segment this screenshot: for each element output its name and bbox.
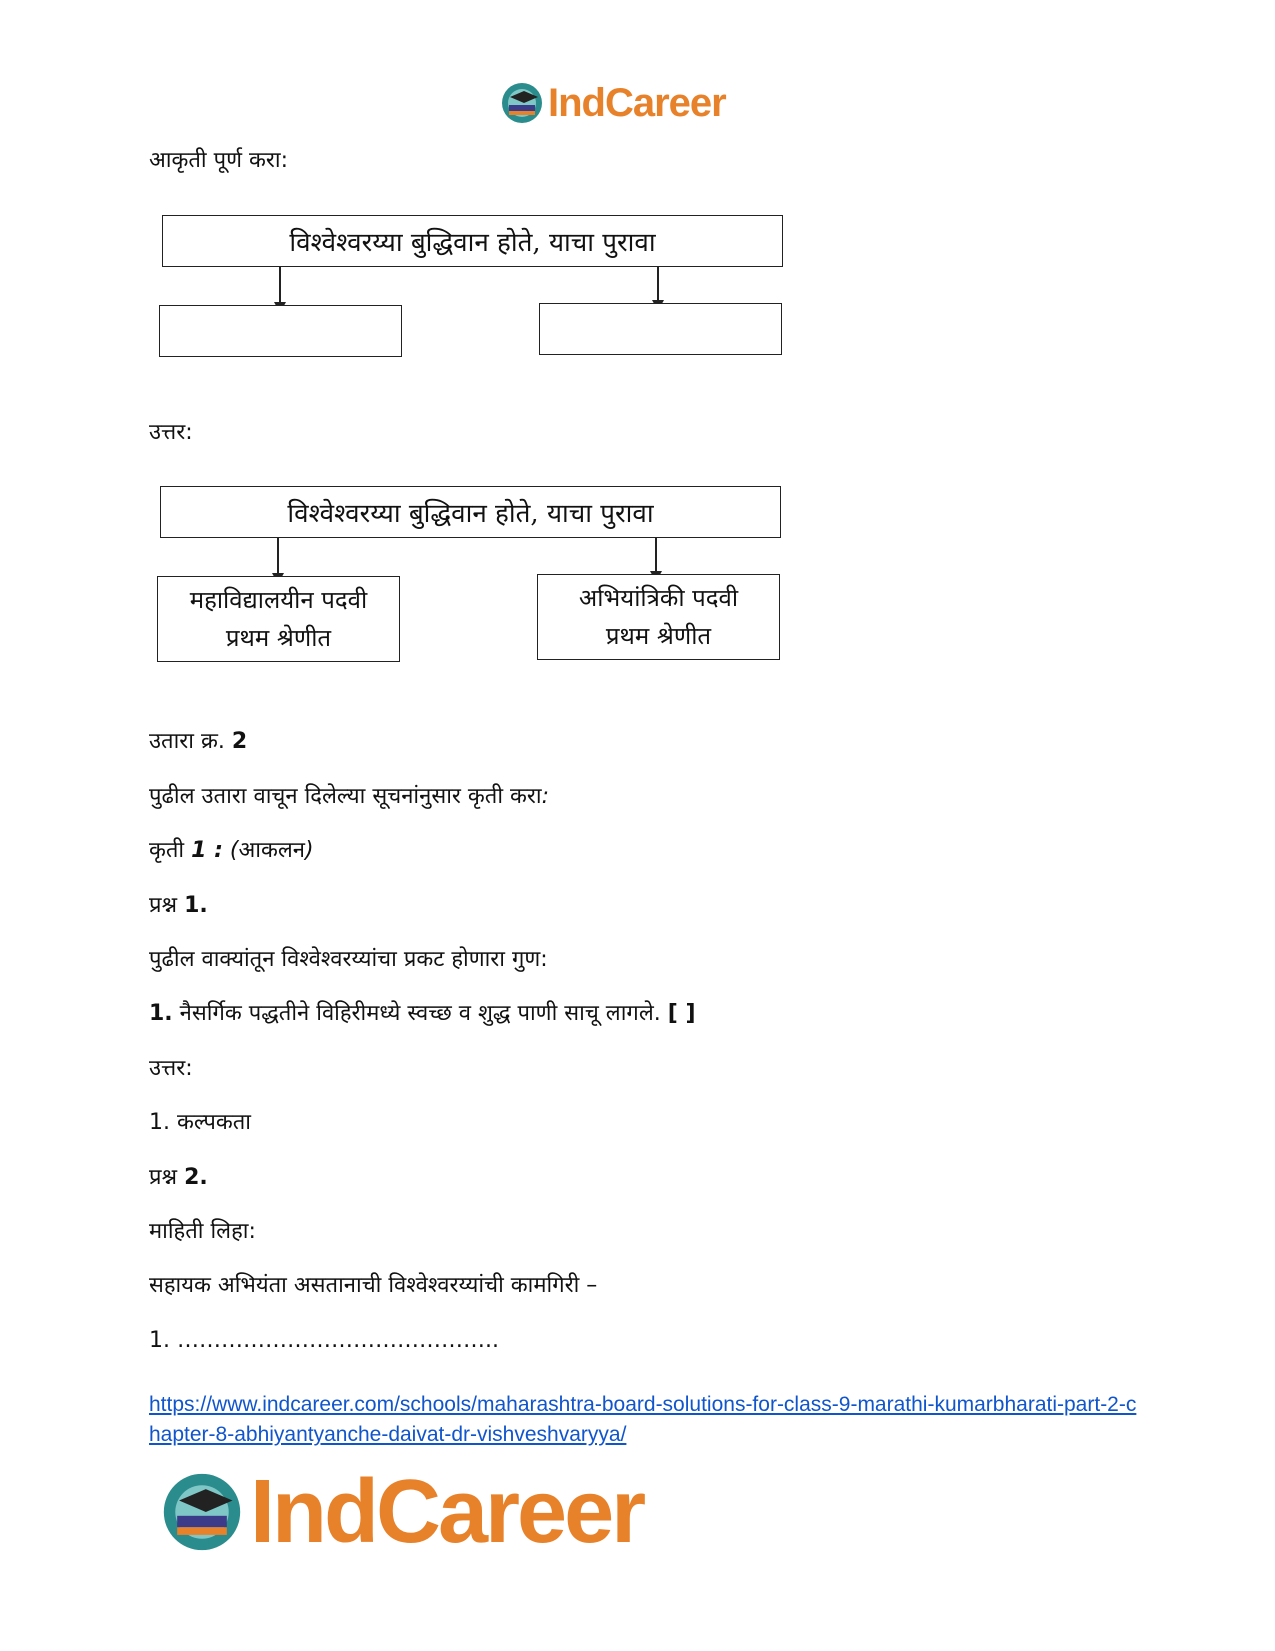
arrow-down-icon (279, 267, 281, 303)
task-paren-open: ( (229, 838, 239, 863)
answer-box-left (157, 576, 400, 662)
question-2-text: माहिती लिहा: (149, 1219, 256, 1244)
blank-answer-box-left (159, 305, 402, 357)
question-2-prefix: प्रश्न (149, 1165, 178, 1190)
answer-box-right (537, 574, 780, 660)
question-2-number: 2. (184, 1165, 208, 1190)
answer-box-right-line-2: प्रथम श्रेणीत (605, 622, 712, 650)
passage-instruction-colon: : (541, 784, 550, 809)
question-1-text: पुढील वाक्यांतून विश्वेश्वरय्यांचा प्रकट होणारा गुण: (149, 947, 548, 972)
graduation-book-icon (500, 81, 544, 125)
answer-box-left-line-2: प्रथम श्रेणीत (225, 624, 332, 652)
question-1-prefix: प्रश्न (149, 893, 178, 918)
diagram-header-box: विश्वेश्वरय्या बुद्धिवान होते, याचा पुरावा (162, 215, 783, 267)
arrow-down-icon (655, 538, 657, 572)
passage-heading (149, 727, 247, 757)
footer-logo (160, 1462, 720, 1562)
logo-text: IndCareer (548, 80, 726, 125)
arrow-down-icon (277, 538, 279, 574)
question-1-item (149, 999, 696, 1029)
question-1-number: 1. (184, 893, 208, 918)
task-paren-close: ) (305, 838, 314, 863)
question-2-heading (149, 1163, 208, 1193)
header-logo (500, 78, 780, 128)
passage-prefix: उतारा क्र. (149, 729, 225, 754)
question-1-item-number: 1. (149, 1001, 173, 1026)
task-prefix: कृती (149, 838, 185, 863)
arrow-down-icon (657, 267, 659, 301)
blank-answer-box-right (539, 303, 782, 355)
answer-box-left-line-1: महाविद्यालयीन पदवी (189, 586, 368, 614)
passage-number: 2 (231, 729, 248, 754)
question-2-sub: सहायक अभियंता असतानाची विश्वेश्वरय्यांची कामगिरी – (149, 1273, 598, 1298)
question-1-heading (149, 891, 208, 921)
answer-label-2: उत्तर: (149, 1056, 193, 1081)
task-name: आकलन (238, 838, 306, 863)
diagram-header-box: विश्वेश्वरय्या बुद्धिवान होते, याचा पुरावा (160, 486, 781, 538)
instruction-complete-figure: आकृती पूर्ण करा: (149, 148, 289, 173)
answer-label: उत्तर: (149, 420, 193, 445)
question-1-item-bracket: [ ] (667, 1001, 696, 1026)
passage-instruction (149, 782, 549, 812)
task-number: 1 : (191, 838, 223, 863)
passage-instruction-text: पुढील उतारा वाचून दिलेल्या सूचनांनुसार कृती करा (149, 784, 542, 809)
graduation-book-icon (160, 1470, 244, 1554)
question-1-item-text: नैसर्गिक पद्धतीने विहिरीमध्ये स्वच्छ व शुद्ध पाणी साचू लागले. (179, 1001, 661, 1026)
answer-box-right-line-1: अभियांत्रिकी पदवी (578, 584, 739, 612)
task-heading (149, 836, 314, 866)
answer-1: 1. कल्पकता (149, 1110, 251, 1135)
source-link[interactable]: https://www.indcareer.com/schools/maharashtra-board-solutions-for-class-9-marathi-kumarbharati-part-2-chapter-8-abhiyantyanche-daivat-dr-vishveshvaryya/ (149, 1393, 1137, 1446)
question-2-item: 1. …………………………………….. (149, 1328, 499, 1353)
logo-text: IndCareer (250, 1461, 644, 1562)
